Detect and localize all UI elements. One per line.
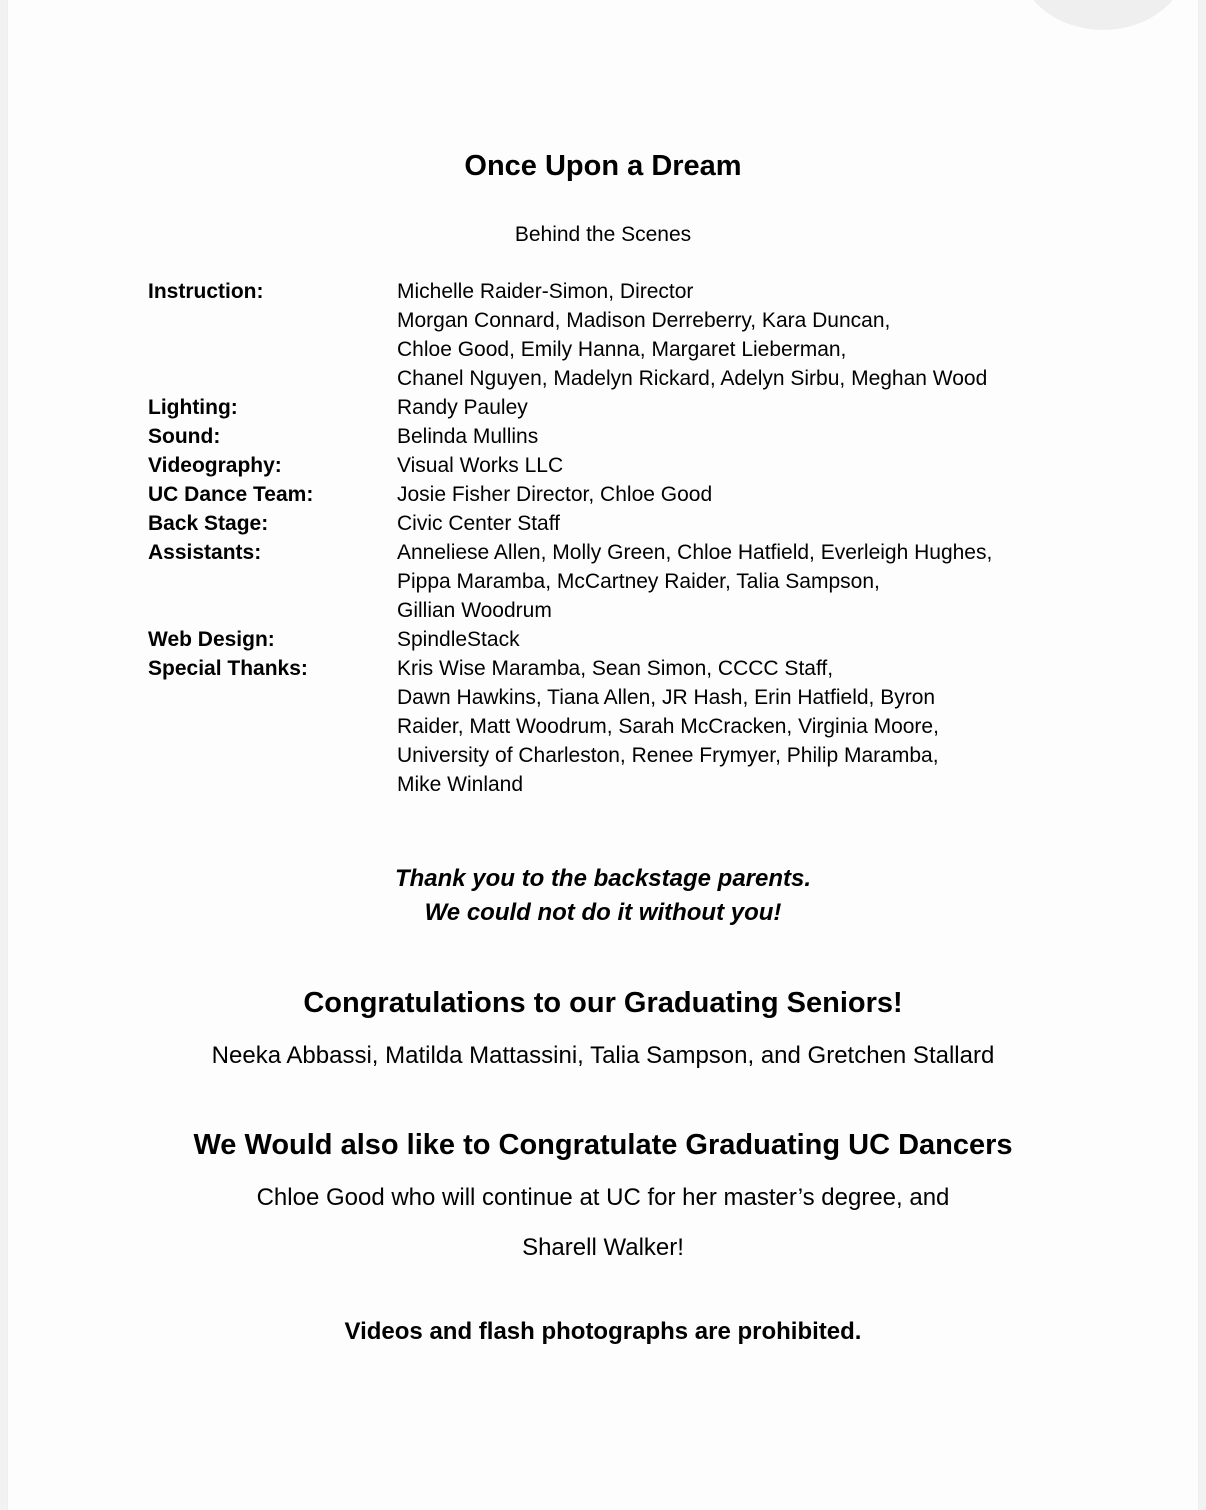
thanks-line-1: Thank you to the backstage parents. <box>394 865 812 892</box>
credits-list <box>148 277 1098 799</box>
credit-line: Gillian Woodrum <box>397 599 552 622</box>
uc-dancers-line-2: Sharell Walker! <box>522 1234 684 1261</box>
credit-names <box>397 451 1098 480</box>
credit-line: Morgan Connard, Madison Derreberry, Kara Duncan, <box>397 309 891 332</box>
credit-line: Randy Pauley <box>397 396 528 419</box>
credit-label: Web Design: <box>148 628 275 651</box>
program-page <box>8 0 1198 1510</box>
credit-row-special-thanks <box>148 654 1098 799</box>
page-subtitle: Behind the Scenes <box>514 223 692 246</box>
seniors-heading: Congratulations to our Graduating Seniors! <box>303 987 903 1019</box>
credit-line: Michelle Raider-Simon, Director <box>397 280 694 303</box>
credit-row-back-stage <box>148 509 1098 538</box>
credit-row-web-design <box>148 625 1098 654</box>
credit-line: Raider, Matt Woodrum, Sarah McCracken, Virginia Moore, <box>397 715 939 738</box>
credit-line: Chanel Nguyen, Madelyn Rickard, Adelyn Sirbu, Meghan Wood <box>397 367 988 390</box>
credit-names <box>397 277 1098 393</box>
credit-row-sound <box>148 422 1098 451</box>
credit-line: Chloe Good, Emily Hanna, Margaret Lieberman, <box>397 338 847 361</box>
credit-label: Instruction: <box>148 280 264 303</box>
credit-names <box>397 625 1098 654</box>
prohibited-notice: Videos and flash photographs are prohibited. <box>344 1318 862 1345</box>
credit-line: Anneliese Allen, Molly Green, Chloe Hatfield, Everleigh Hughes, <box>397 541 993 564</box>
credit-line: Mike Winland <box>397 773 524 796</box>
credit-line: Visual Works LLC <box>397 454 564 477</box>
credit-line: Belinda Mullins <box>397 425 539 448</box>
seniors-names: Neeka Abbassi, Matilda Mattassini, Talia Sampson, and Gretchen Stallard <box>211 1042 995 1069</box>
corner-decoration <box>1018 0 1188 30</box>
credit-line: Civic Center Staff <box>397 512 561 535</box>
credit-row-lighting <box>148 393 1098 422</box>
credit-names <box>397 509 1098 538</box>
credit-names <box>397 393 1098 422</box>
credit-line: University of Charleston, Renee Frymyer, Philip Maramba, <box>397 744 939 767</box>
credit-label: UC Dance Team: <box>148 483 314 506</box>
credit-line: SpindleStack <box>397 628 520 651</box>
page-title: Once Upon a Dream <box>464 150 742 182</box>
credit-names <box>397 538 1098 625</box>
credit-label: Back Stage: <box>148 512 269 535</box>
credit-line: Dawn Hawkins, Tiana Allen, JR Hash, Erin Hatfield, Byron <box>397 686 936 709</box>
credit-line: Pippa Maramba, McCartney Raider, Talia Sampson, <box>397 570 880 593</box>
credit-names <box>397 654 1098 799</box>
credit-row-uc-dance-team <box>148 480 1098 509</box>
credit-names <box>397 422 1098 451</box>
credit-label: Sound: <box>148 425 221 448</box>
credit-label: Lighting: <box>148 396 238 419</box>
credit-row-assistants <box>148 538 1098 625</box>
uc-dancers-line-1: Chloe Good who will continue at UC for her master’s degree, and <box>256 1184 950 1211</box>
credit-row-instruction <box>148 277 1098 393</box>
credit-names <box>397 480 1098 509</box>
backstage-thanks <box>8 862 1198 930</box>
thanks-line-2: We could not do it without you! <box>424 899 782 926</box>
credit-line: Josie Fisher Director, Chloe Good <box>397 483 713 506</box>
credit-label: Special Thanks: <box>148 657 308 680</box>
credit-label: Assistants: <box>148 541 262 564</box>
credit-row-videography <box>148 451 1098 480</box>
credit-label: Videography: <box>148 454 282 477</box>
uc-dancers-heading: We Would also like to Congratulate Graduating UC Dancers <box>193 1129 1013 1161</box>
credit-line: Kris Wise Maramba, Sean Simon, CCCC Staff, <box>397 657 834 680</box>
